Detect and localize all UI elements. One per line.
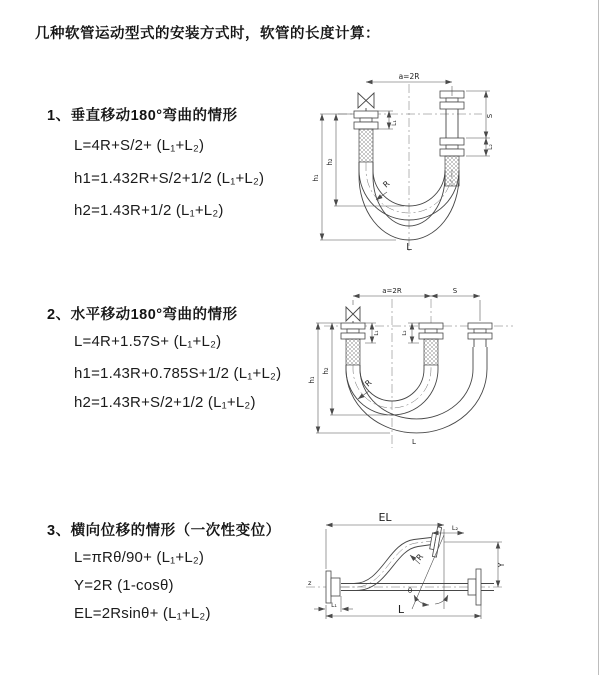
dim-label-s: S (486, 113, 494, 119)
radius-label: R (414, 552, 426, 563)
dim-label-l2: L₂ (402, 330, 408, 336)
scan-edge-line (598, 0, 599, 675)
document-title: 几种软管运动型式的安装方式时，软管的长度计算： (35, 26, 380, 42)
dim-label-l1: L₁ (374, 330, 380, 336)
section-2-formula-h2: h2=1.43R+S/2+1/2 (L₁+L₂) (74, 394, 256, 411)
radius-label: R (363, 378, 374, 389)
dim-label-a2r: a=2R (398, 72, 420, 81)
braid-section (359, 129, 373, 162)
radius-label: R (381, 179, 392, 190)
dim-label-h2: h₂ (326, 158, 334, 166)
section-1-formula-h1: h1=1.432R+S/2+1/2 (L₁+L₂) (74, 170, 265, 187)
section-1-heading: 1、垂直移动180°弯曲的情形 (47, 108, 238, 124)
length-label: L (406, 242, 412, 253)
displaced-hose-curve (341, 526, 442, 590)
dim-label-l1: L₁ (391, 120, 398, 126)
length-label: L (397, 603, 405, 616)
centerlines (338, 84, 482, 254)
section-3-formula-Y: Y=2R (1-cosθ) (74, 577, 174, 594)
length-label: L (412, 438, 416, 446)
valve-icon (346, 307, 360, 323)
dimensions (308, 287, 480, 446)
section-3-formula-L: L=πRθ/90+ (L₁+L₂) (74, 549, 205, 566)
diagram-lateral-displacement (298, 497, 598, 667)
left-end-fitting (354, 111, 378, 162)
dim-label-l2: L₂ (487, 144, 494, 150)
centerlines (324, 299, 513, 448)
section-2-heading: 2、水平移动180°弯曲的情形 (47, 307, 238, 323)
section-3-heading: 3、横向位移的情形（一次性变位） (47, 523, 281, 539)
section-1-formula-h2: h2=1.43R+1/2 (L₁+L₂) (74, 202, 224, 219)
dim-label-h2: h₂ (322, 367, 330, 375)
hose-loop (346, 347, 487, 433)
dim-label-y: Y (497, 562, 506, 568)
upper-flange (428, 526, 441, 557)
displaced-end-fitting (468, 323, 492, 347)
diagram-vertical-180-bend (308, 66, 598, 261)
section-2-formula-h1: h1=1.43R+0.785S+1/2 (L₁+L₂) (74, 365, 282, 382)
section-1-formula-L: L=4R+S/2+ (L₁+L₂) (74, 137, 205, 154)
dim-label-l1: L₁ (331, 602, 337, 609)
diagram-horizontal-180-bend (308, 283, 598, 458)
dim-label-a2r: a=2R (382, 287, 402, 295)
dim-label-s: S (452, 287, 458, 295)
centerline-mark: z (308, 579, 312, 587)
dimensions (312, 72, 494, 253)
left-flange (326, 571, 340, 603)
left-end-fitting (341, 323, 365, 365)
dim-label-el: EL (378, 511, 392, 524)
valve-icon (358, 93, 374, 111)
section-3-formula-EL: EL=2Rsinθ+ (L₁+L₂) (74, 605, 211, 622)
braid-section (346, 339, 360, 365)
angle-label: θ (407, 587, 413, 595)
middle-end-fitting (419, 323, 443, 365)
dim-label-l2: L₂ (451, 524, 459, 532)
dim-label-h1: h₁ (312, 174, 320, 182)
section-2-formula-L: L=4R+1.57S+ (L₁+L₂) (74, 333, 222, 350)
dim-label-h1: h₁ (308, 376, 316, 384)
braid-section (424, 339, 438, 365)
